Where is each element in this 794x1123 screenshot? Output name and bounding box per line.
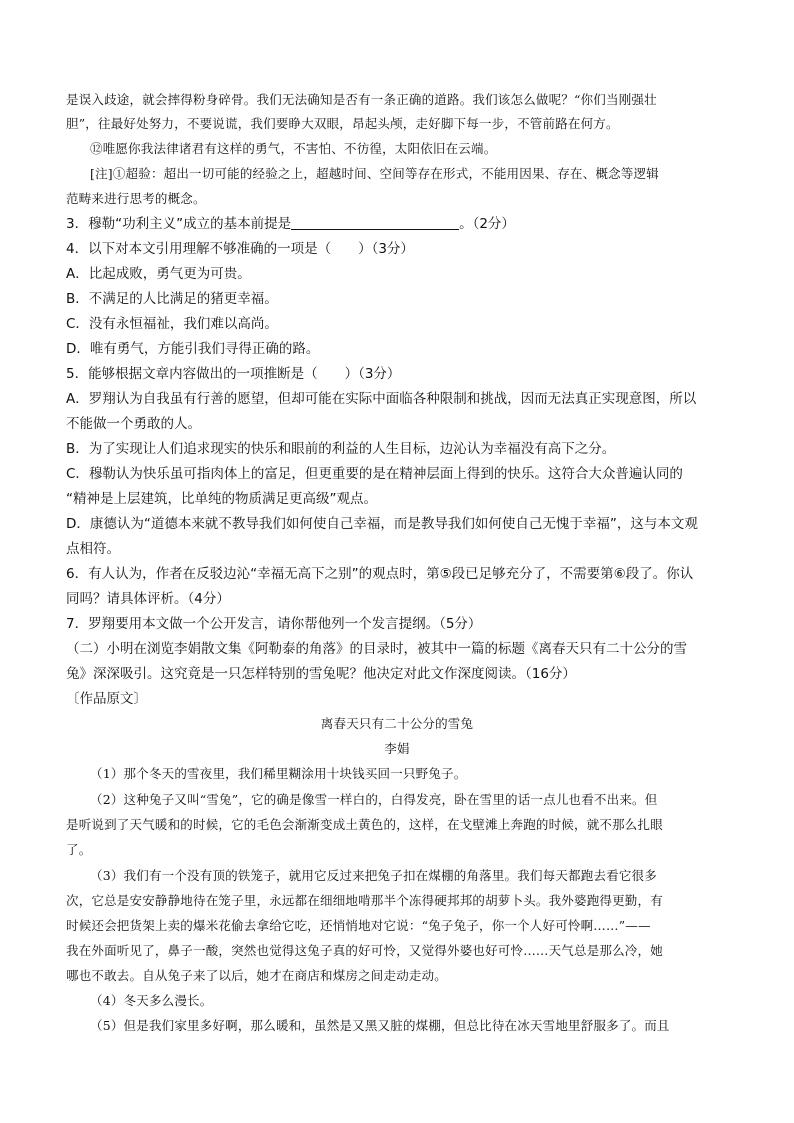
article-paragraph-1: （1）那个冬天的雪夜里，我们稀里糊涂用十块钱买回一只野兔子。 [90,766,467,781]
question-7: 7．罗翔要用本文做一个公开发言，请你帮他列一个发言提纲。（5分） [66,616,482,632]
article-paragraph-5-line1: （5）但是我们家里多好啊，那么暖和，虽然是又黑又脏的煤棚，但总比待在冰天雪地里舒服多了。而且 [90,1018,670,1033]
question-4-option-d: D．唯有勇气，方能引我们寻得正确的路。 [66,341,320,357]
article-paragraph-3-line3: 时候还会把货架上卖的爆米花偷去拿给它吃，还悄悄地对它说：“兔子兔子，你一个人好可怜啊……”—— [66,918,651,933]
passage-p11-line2: 胆”，往最好处努力，不要说谎，我们要睁大双眼，昂起头颅，走好脚下每一步，不管前路在何方。 [66,116,619,131]
question-4-option-c: C．没有永恒福祉，我们难以高尚。 [66,316,278,332]
question-3-score: 。（2分） [459,216,515,232]
question-4-option-a: A．比起成败，勇气更为可贵。 [66,266,251,282]
section-2-intro-line2: 兔》深深吸引。这究竟是一只怎样特别的雪兔呢？他决定对此文作深度阅读。（16分） [66,666,576,682]
article-paragraph-3-line4: 我在外面听见了，鼻子一酸，突然也觉得这兔子真的好可怜，又觉得外婆也好可怜……天气总是那么冷，她 [66,943,663,958]
passage-p11-line1: 是误入歧途，就会摔得粉身碎骨。我们无法确知是否有一条正确的道路。我们该怎么做呢？“你们当刚强壮 [66,92,657,107]
question-6-line1: 6．有人认为，作者在反驳边沁“幸福无高下之别”的观点时，第⑤段已足够充分了，不需要第⑥段了。你认 [66,566,694,582]
article-paragraph-3-line5: 哪也不敢去。自从兔子来了以后，她才在商店和煤房之间走动走动。 [66,968,448,983]
section-2-intro-line1: （二）小明在浏览李娟散文集《阿勒泰的角落》的目录时，被其中一篇的标题《离春天只有二十公分的雪 [66,641,687,657]
question-5-option-d-line1: D．康德认为“道德本来就不教导我们如何使自己幸福，而是教导我们如何使自己无愧于幸福”，这与本文观 [66,516,698,532]
article-paragraph-2-line2: 是听说到了天气暖和的时候，它的毛色会渐渐变成土黄色的，这样，在戈壁滩上奔跑的时候，就不那么扎眼 [66,817,663,832]
question-5: 5．能够根据文章内容做出的一项推断是（ ）（3分） [66,366,401,382]
question-5-option-a-line2: 不能做一个勇敢的人。 [66,416,201,432]
question-3-text: 3．穆勒“功利主义”成立的基本前提是 [66,216,292,232]
question-5-option-c-line1: C．穆勒认为快乐虽可指肉体上的富足，但更重要的是在精神层面上得到的快乐。这符合大众普遍认同的 [66,466,683,482]
passage-p12: ⑫唯愿你我法律诸君有这样的勇气，不害怕、不彷徨，太阳依旧在云端。 [90,141,497,156]
original-text-label: 〔作品原文〕 [66,691,147,707]
article-author: 李娟 [384,741,410,756]
question-6-line2: 同吗？请具体评析。（4分） [66,591,230,607]
article-title: 离春天只有二十公分的雪兔 [320,716,474,731]
footnote-line1: [注]①超验：超出一切可能的经验之上，超越时间、空间等存在形式，不能用因果、存在、概念等逻辑 [90,166,659,181]
question-5-option-a-line1: A．罗翔认为自我虽有行善的愿望，但却可能在实际中面临各种限制和挑战，因而无法真正实现意图，所以 [66,391,697,407]
question-5-option-c-line2: “精神是上层建筑，比单纯的物质满足更高级”观点。 [66,491,377,507]
answer-blank[interactable] [291,215,459,230]
article-paragraph-3-line1: （3）我们有一个没有顶的铁笼子，就用它反过来把兔子扣在煤棚的角落里。我们每天都跑去看它很多 [90,868,657,883]
footnote-line2: 范畴来进行思考的概念。 [66,191,206,206]
question-5-option-d-line2: 点相符。 [66,541,120,557]
question-4-option-b: B．不满足的人比满足的猪更幸福。 [66,291,278,307]
article-paragraph-2-line3: 了。 [66,842,92,857]
article-paragraph-2-line1: （2）这种兔子又叫“雪兔”，它的确是像雪一样白的，白得发亮，卧在雪里的话一点儿也看不出来。但 [90,792,658,807]
article-paragraph-4: （4）冬天多么漫长。 [90,993,213,1008]
question-5-option-b: B．为了实现让人们追求现实的快乐和眼前的利益的人生目标，边沁认为幸福没有高下之分。 [66,441,616,457]
article-paragraph-3-line2: 次，它总是安安静静地待在笼子里，永远都在细细地啃那半个冻得硬邦邦的胡萝卜头。我外婆跑得更勤，有 [66,893,663,908]
question-3 [66,214,744,234]
question-4: 4．以下对本文引用理解不够准确的一项是（ ）（3分） [66,241,414,257]
